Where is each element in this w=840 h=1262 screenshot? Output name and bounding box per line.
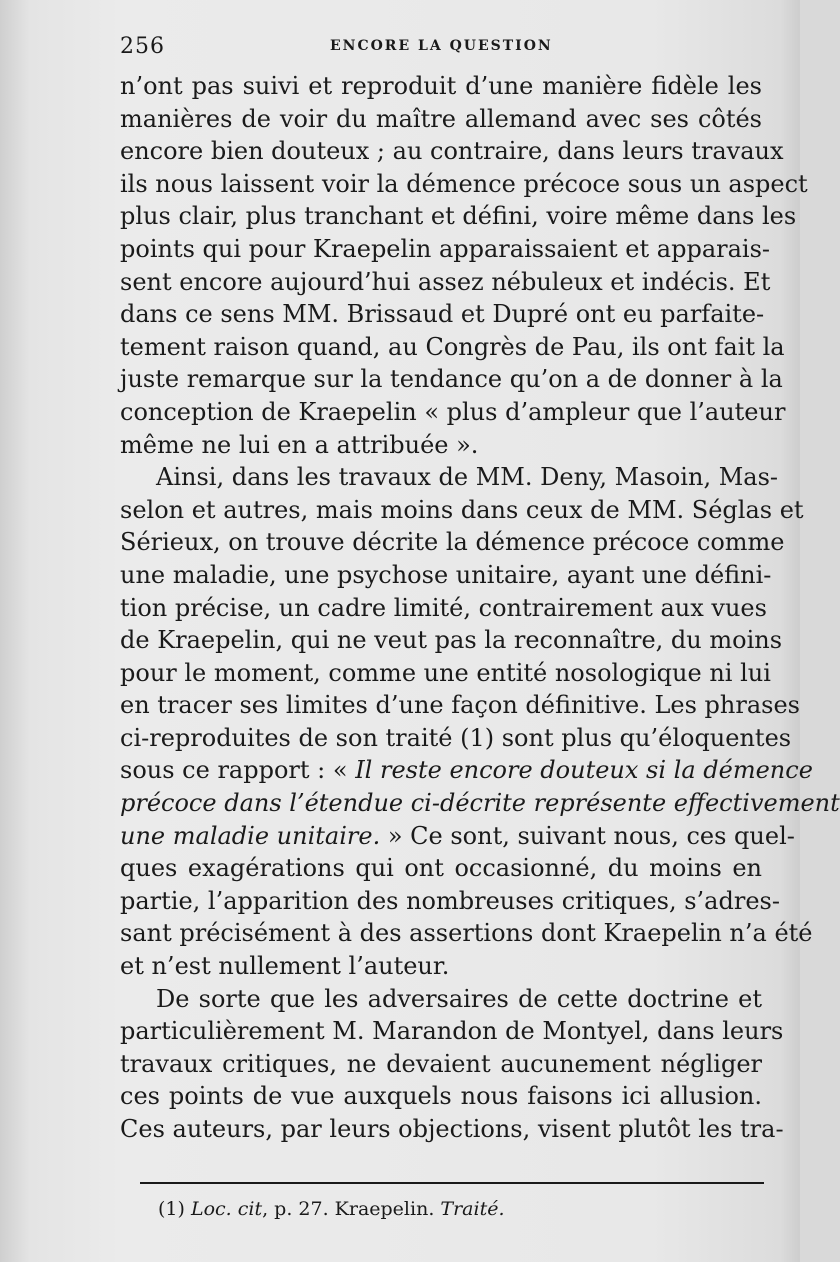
text-line: tion précise, un cadre limité, contrairement aux vues xyxy=(120,593,767,622)
text-line: dans ce sens MM. Brissaud et Dupré ont eu parfaite- xyxy=(120,300,765,329)
body-text xyxy=(120,70,840,1146)
text-line: n’ont pas suivi et reproduit d’une manière fidèle les xyxy=(120,72,762,100)
text-line: particulièrement M. Marandon de Montyel, dans leurs xyxy=(120,1017,784,1046)
footnote-divider xyxy=(140,1182,764,1184)
text-line: sent encore aujourd’hui assez nébuleux et indécis. Et xyxy=(120,267,771,296)
running-title: ENCORE LA QUESTION xyxy=(330,38,553,54)
text-line: partie, l’apparition des nombreuses critiques, s’adres- xyxy=(120,886,780,915)
page-header xyxy=(120,34,760,64)
text-line: juste remarque sur la tendance qu’on a de donner à la xyxy=(120,365,783,394)
footnote-italic: Traité. xyxy=(440,1198,505,1220)
text-line: ci-reproduites de son traité (1) sont plus qu’éloquentes xyxy=(120,723,792,752)
text-line: tement raison quand, au Congrès de Pau, ils ont fait la xyxy=(120,332,785,361)
footnote-marker: (1) xyxy=(158,1198,191,1220)
text-line: et n’est nullement l’auteur. xyxy=(120,952,450,981)
text-line: plus clair, plus tranchant et défini, voire même dans les xyxy=(120,202,797,231)
italic-quote: une maladie unitaire. xyxy=(120,821,381,850)
text-run: » Ce sont, suivant nous, ces quel- xyxy=(387,821,795,850)
text-line-mixed xyxy=(120,820,795,853)
text-line: conception de Kraepelin « plus d’ampleur que l’auteur xyxy=(120,397,786,426)
footnote-text: , p. 27. Kraepelin. xyxy=(262,1198,441,1220)
text-line: points qui pour Kraepelin apparaissaient et apparais- xyxy=(120,234,771,263)
text-line: une maladie, une psychose unitaire, ayant une défini- xyxy=(120,560,772,589)
page-number: 256 xyxy=(120,34,165,59)
italic-quote: Il reste encore douteux si la démence xyxy=(355,756,813,785)
text-line: encore bien douteux ; au contraire, dans leurs travaux xyxy=(120,137,784,166)
text-line: sant précisément à des assertions dont Kraepelin n’a été xyxy=(120,919,813,948)
text-line: Ainsi, dans les travaux de MM. Deny, Masoin, Mas- xyxy=(156,463,779,492)
text-line: Sérieux, on trouve décrite la démence précoce comme xyxy=(120,528,785,557)
text-line: en tracer ses limites d’une façon définitive. Les phrases xyxy=(120,691,800,720)
text-line: de Kraepelin, qui ne veut pas la reconnaître, du moins xyxy=(120,626,783,655)
footnote xyxy=(158,1198,505,1220)
text-line: ces points de vue auxquels nous faisons ici allusion. xyxy=(120,1082,762,1111)
text-line: ques exagérations qui ont occasionné, du moins en xyxy=(120,854,762,883)
text-line: ils nous laissent voir la démence précoce sous un aspect xyxy=(120,169,808,198)
text-line: selon et autres, mais moins dans ceux de MM. Séglas et xyxy=(120,495,804,524)
text-line: travaux critiques, ne devaient aucunement négliger xyxy=(120,1049,762,1078)
text-line: manières de voir du maître allemand avec ses côtés xyxy=(120,104,762,133)
text-run: sous ce rapport : « xyxy=(120,756,348,785)
footnote-italic: Loc. cit xyxy=(190,1198,263,1220)
italic-quote-line: précoce dans l’étendue ci-décrite représente effectivement xyxy=(120,789,840,818)
text-line: pour le moment, comme une entité nosologique ni lui xyxy=(120,658,771,687)
text-line-mixed xyxy=(120,754,813,787)
text-line: même ne lui en a attribuée ». xyxy=(120,430,479,459)
text-line: De sorte que les adversaires de cette doctrine et xyxy=(156,984,762,1013)
text-line: Ces auteurs, par leurs objections, visent plutôt les tra- xyxy=(120,1115,784,1143)
